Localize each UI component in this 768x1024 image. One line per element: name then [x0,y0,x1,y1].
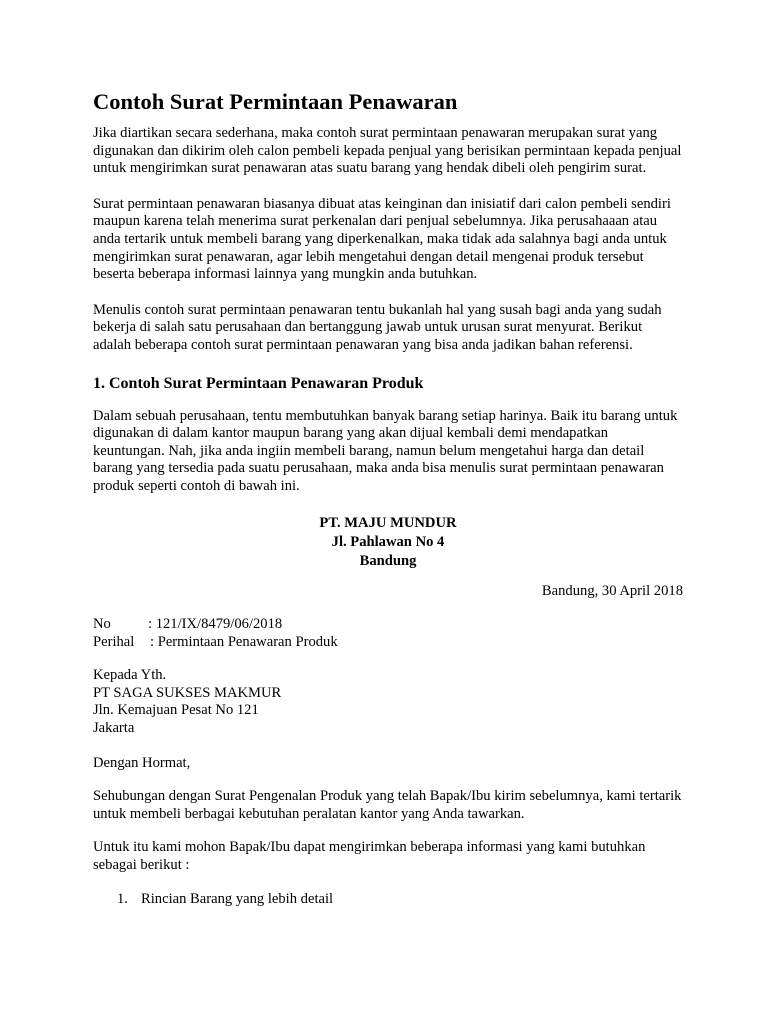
intro-paragraph-3: Menulis contoh surat permintaan penawaran tentu bukanlah hal yang susah bagi anda yang sudah bekerja di salah satu perusahaan dan bertanggung jawab untuk urusan surat menyurat. Berikut adalah beberapa contoh surat permintaan penawaran yang bisa anda jadikan bahan referensi. [93,301,662,353]
letter-meta [93,616,683,651]
letter-number-row [93,616,683,634]
recipient-line: PT SAGA SUKSES MAKMUR [93,684,282,701]
list-item [93,891,683,909]
letterhead-company: PT. MAJU MUNDUR [319,514,457,531]
letter-number-value: : 121/IX/8479/06/2018 [148,616,283,633]
document-page [93,88,683,908]
letterhead-city: Bandung [359,552,417,569]
list-item-number: 1. [117,890,128,907]
section-paragraph: Dalam sebuah perusahaan, tentu membutuhkan banyak barang setiap harinya. Baik itu barang untuk digunakan di dalam kantor maupun barang yang akan dijual kembali demi mendapatkan keuntungan. Nah, jika anda ingiin membeli barang, namun belum mengetahui harga dan detail barang yang tersedia pada suatu perusahaan, maka anda bisa menulis surat permintaan penawaran produk seperti contoh di bawah ini. [93,407,678,494]
letter-paragraph-1: Sehubungan dengan Surat Pengenalan Produk yang telah Bapak/Ibu kirim sebelumnya, kami tertarik untuk membeli berbagai kebutuhan peralatan kantor yang Anda tawarkan. [93,788,682,822]
recipient-address [93,667,683,737]
list-item-text: Rincian Barang yang lebih detail [141,890,334,907]
recipient-line: Jln. Kemajuan Pesat No 121 [93,702,259,719]
letter-subject-row [93,634,683,652]
letterhead-street: Jl. Pahlawan No 4 [331,533,445,550]
intro-paragraph-2: Surat permintaan penawaran biasanya dibuat atas keinginan dan inisiatif dari calon pembeli sendiri maupun karena telah menerima surat perkenalan dari penjual sebelumnya. Jika perusahaaan atau anda tertarik untuk membeli barang yang diperkenalkan, maka tidak ada salahnya bagi anda untuk mengirimkan surat penawaran, agar lebih mengetahui dengan detail mengenai produk tersebut beserta beberapa informasi lainnya yang mungkin anda butuhkan. [93,195,671,283]
letter-number-label: No [93,616,111,633]
recipient-line: Jakarta [93,720,135,737]
section-heading: 1. Contoh Surat Permintaan Penawaran Produk [93,374,424,392]
letter-subject-label: Perihal [93,633,135,650]
letter-subject-value: : Permintaan Penawaran Produk [150,633,338,650]
letter-greeting: Dengan Hormat, [93,754,191,771]
letterhead [93,514,683,571]
letter-date: Bandung, 30 April 2018 [541,582,683,599]
letter-paragraph-2: Untuk itu kami mohon Bapak/Ibu dapat mengirimkan beberapa informasi yang kami butuhkan sebagai berikut : [93,839,646,874]
intro-paragraph-1: Jika diartikan secara sederhana, maka contoh surat permintaan penawaran merupakan surat yang digunakan dan dikirim oleh calon pembeli kepada penjual yang berisikan permintaan kepada penjual untuk mengirimkan surat penawaran atas suatu barang yang hendak dibeli oleh pengirim surat. [93,125,682,177]
recipient-line: Kepada Yth. [93,667,167,684]
request-list [93,891,683,909]
page-title: Contoh Surat Permintaan Penawaran [93,89,458,114]
